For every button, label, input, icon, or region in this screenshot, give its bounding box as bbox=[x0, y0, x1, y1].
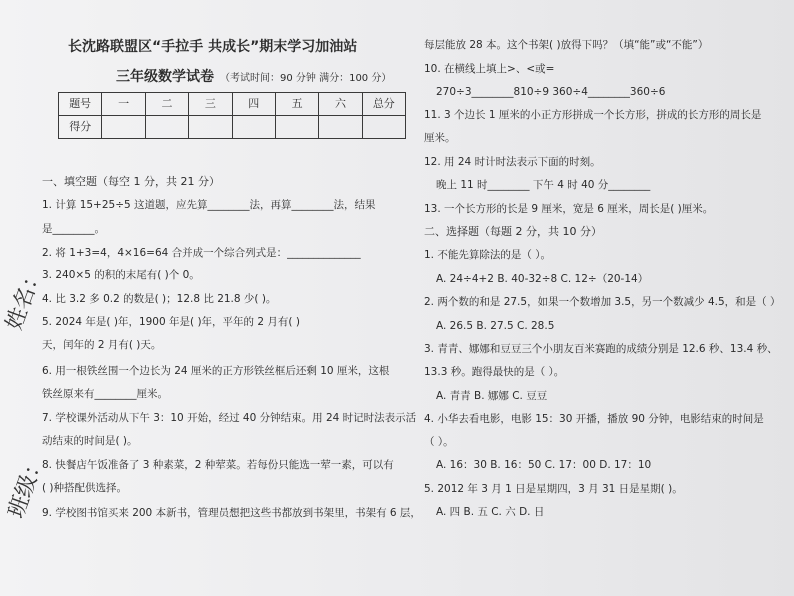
question-line: 5. 2012 年 3 月 1 日是星期四，3 月 31 日是星期( )。 bbox=[424, 483, 683, 495]
question-line: 1. 不能先算除法的是（ ）。 bbox=[424, 249, 551, 261]
question-line: 每层能放 28 本。这个书架( )放得下吗？（填“能”或“不能”） bbox=[424, 39, 709, 51]
question-line: 13.3 秒。跑得最快的是（ ）。 bbox=[424, 366, 565, 378]
score-cell: 二 bbox=[145, 93, 188, 116]
question-line: 7. 学校课外活动从下午 3：10 开始，经过 40 分钟结束。用 24 时记时法表示活 bbox=[42, 412, 417, 424]
question-line: 是________。 bbox=[42, 223, 105, 235]
question-line: A. 四 B. 五 C. 六 D. 日 bbox=[436, 506, 545, 518]
question-line: 3. 240×5 的积的末尾有( )个 0。 bbox=[42, 269, 200, 281]
question-line: 3. 青青、娜娜和豆豆三个小朋友百米赛跑的成绩分别是 12.6 秒、13.4 秒、 bbox=[424, 343, 778, 355]
score-cell: 一 bbox=[102, 93, 145, 116]
question-line: 晚上 11 时________ 下午 4 时 40 分________ bbox=[436, 179, 651, 191]
score-blank[interactable] bbox=[145, 116, 188, 139]
question-line: A. 16：30 B. 16：50 C. 17：00 D. 17：10 bbox=[436, 459, 652, 471]
score-cell: 四 bbox=[232, 93, 275, 116]
question-line: 6. 用一根铁丝围一个边长为 24 厘米的正方形铁丝框后还剩 10 厘米，这根 bbox=[42, 365, 390, 377]
exam-title: 长沈路联盟区“手拉手 共成长”期末学习加油站 bbox=[68, 39, 358, 55]
question-line: 2. 将 1+3=4，4×16=64 合并成一个综合列式是：______________ bbox=[42, 247, 361, 259]
score-cell: 三 bbox=[189, 93, 232, 116]
question-line: 动结束的时间是( )。 bbox=[42, 435, 138, 447]
question-line: （ ）。 bbox=[424, 436, 454, 448]
score-blank[interactable] bbox=[102, 116, 145, 139]
question-line: 11. 3 个边长 1 厘米的小正方形拼成一个长方形，拼成的长方形的周长是 bbox=[424, 109, 762, 121]
question-line: 1. 计算 15+25÷5 这道题，应先算________法，再算________法，结果 bbox=[42, 199, 376, 211]
score-blank[interactable] bbox=[275, 116, 318, 139]
score-row-label: 得分 bbox=[59, 116, 102, 139]
question-line: 2. 两个数的和是 27.5，如果一个数增加 3.5，另一个数减少 4.5，和是（ ） bbox=[424, 296, 781, 308]
score-blank[interactable] bbox=[189, 116, 232, 139]
question-line: 12. 用 24 时计时法表示下面的时刻。 bbox=[424, 156, 601, 168]
question-line: 厘米。 bbox=[424, 132, 456, 144]
question-line: 4. 比 3.2 多 0.2 的数是( )；12.8 比 21.8 少( )。 bbox=[42, 293, 277, 305]
question-line: A. 青青 B. 娜娜 C. 豆豆 bbox=[436, 390, 548, 402]
question-line: 270÷3________810÷9 360÷4________360÷6 bbox=[436, 86, 666, 98]
score-table-score-row bbox=[59, 116, 406, 139]
score-blank[interactable] bbox=[362, 116, 405, 139]
question-line: A. 26.5 B. 27.5 C. 28.5 bbox=[436, 320, 555, 332]
exam-subtitle bbox=[116, 70, 391, 86]
question-line: A. 24÷4+2 B. 40-32÷8 C. 12÷（20-14） bbox=[436, 273, 649, 285]
question-line: 13. 一个长方形的长是 9 厘米，宽是 6 厘米，周长是( )厘米。 bbox=[424, 203, 714, 215]
score-cell: 总分 bbox=[362, 93, 405, 116]
question-line: 5. 2024 年是( )年，1900 年是( )年，平年的 2 月有( ) bbox=[42, 316, 300, 328]
score-table-header-row bbox=[59, 93, 406, 116]
question-line: 4. 小华去看电影，电影 15：30 开播，播放 90 分钟，电影结束的时间是 bbox=[424, 413, 764, 425]
class-label-handwritten: 班级： bbox=[3, 450, 50, 522]
subtitle-text: 三年级数学试卷 bbox=[116, 69, 214, 85]
score-blank[interactable] bbox=[319, 116, 362, 139]
score-cell: 五 bbox=[275, 93, 318, 116]
question-line: ( )种搭配供选择。 bbox=[42, 482, 128, 494]
score-cell: 六 bbox=[319, 93, 362, 116]
question-line: 9. 学校图书馆买来 200 本新书，管理员想把这些书都放到书架里，书架有 6 层， bbox=[42, 507, 421, 519]
question-line: 10. 在横线上填上>、<或= bbox=[424, 63, 555, 75]
question-line: 8. 快餐店午饭准备了 3 种素菜，2 种荤菜。若每份只能选一荤一素，可以有 bbox=[42, 459, 394, 471]
exam-meta: （考试时间：90 分钟 满分：100 分） bbox=[220, 73, 392, 84]
score-cell: 题号 bbox=[59, 93, 102, 116]
question-line: 铁丝原来有________厘米。 bbox=[42, 388, 168, 400]
question-line: 天，闰年的 2 月有( )天。 bbox=[42, 339, 162, 351]
section-1-heading: 一、填空题（每空 1 分，共 21 分） bbox=[42, 175, 220, 188]
section-2-heading: 二、选择题（每题 2 分，共 10 分） bbox=[424, 225, 602, 238]
name-label-handwritten: 姓名： bbox=[1, 262, 48, 334]
score-blank[interactable] bbox=[232, 116, 275, 139]
score-table bbox=[58, 92, 406, 139]
